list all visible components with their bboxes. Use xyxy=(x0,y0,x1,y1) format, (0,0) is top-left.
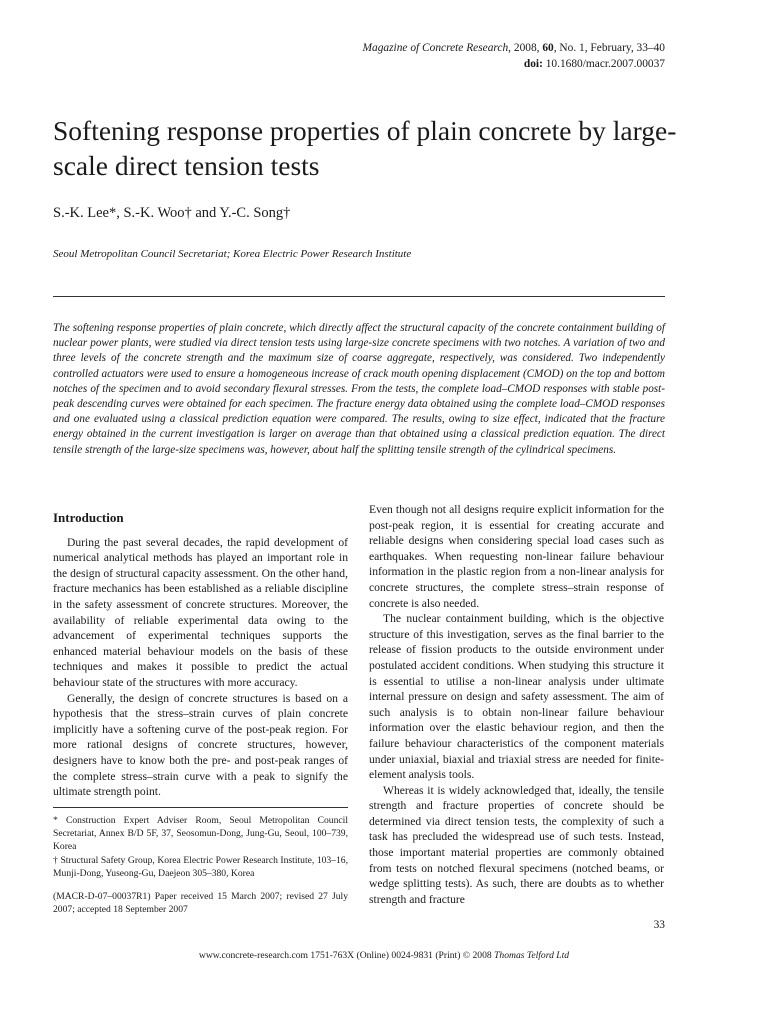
journal-volume: 60 xyxy=(542,42,554,54)
paper-authors: S.-K. Lee*, S.-K. Woo† and Y.-C. Song† xyxy=(53,205,291,221)
doi-label: doi: xyxy=(523,58,543,70)
left-column xyxy=(53,506,348,800)
doi-value[interactable]: 10.1680/macr.2007.00037 xyxy=(542,58,665,70)
abstract: The softening response properties of plain concrete, which directly affect the structural capacity of the concrete containment building of nuclear power plants, were studied via direct tension tests using large-size concrete specimens with two notches. A variation of two and three levels of the concrete strength and the maximum size of coarse aggregate, respectively, was considered. Two independently controlled actuators were used to ensure a homogeneous increase of crack mouth opening displacement (CMOD) on the top and bottom notches of the specimen and to avoid secondary flexural stresses. From the tests, the complete load–CMOD responses with stable post-peak descending curves were obtained for each specimen. The fracture energy data obtained using the complete load–CMOD responses and one evaluated using a classical prediction equation were compared. The results, owing to size effect, indicated that the fracture energy obtained in the current investigation is larger on average than that obtained using a classical prediction equation. The direct tensile strength of the large-size specimens was, however, about half the splitting tensile strength of the cylindrical specimens. xyxy=(53,322,665,456)
body-paragraph: Whereas it is widely acknowledged that, ideally, the tensile strength and fracture properties of concrete should be determined via direct tension tests, the complexity of such a task has precluded the widespread use of such tests. Instead, those important material properties are commonly obtained from tests on notched flexural specimens (notched beams, or wedge splitting tests). As such, there are doubts as to whether strength and fracture xyxy=(369,783,664,906)
journal-year: , 2008, xyxy=(508,42,543,54)
body-paragraph: Generally, the design of concrete structures is based on a hypothesis that the stress–strain curves of plain concrete implicitly have a softening curve of the post-peak region. For more rational designs of concrete structures, however, designers have to know both the pre- and post-peak ranges of the complete stress–strain curve with a peak to signify the ultimate strength point. xyxy=(53,691,348,799)
header-divider xyxy=(53,296,665,297)
right-column xyxy=(369,502,664,907)
footer-text: www.concrete-research.com 1751-763X (Online) 0024-9831 (Print) © 2008 xyxy=(198,950,495,961)
journal-header xyxy=(363,40,665,72)
footer-publisher: Thomas Telford Ltd xyxy=(494,950,570,961)
page-footer xyxy=(0,950,768,961)
paper-affiliation: Seoul Metropolitan Council Secretariat; Korea Electric Power Research Institute xyxy=(53,248,412,260)
body-paragraph: Even though not all designs require explicit information for the post-peak region, it is essential for creating accurate and reliable designs when considering special load cases such as earthquakes. When requesting non-linear failure behaviour information in the plastic region from a non-linear analysis for concrete structures, the complete stress–strain response of concrete is also needed. xyxy=(369,503,664,610)
footnote-affiliation-1: * Construction Expert Adviser Room, Seoul Metropolitan Council Secretariat, Annex B/D 5F, 37, Seosomun-Dong, Jung-Gu, Seoul, 100–739, Korea xyxy=(53,815,348,853)
journal-citation xyxy=(363,40,665,56)
paper-title: Softening response properties of plain concrete by large-scale direct tension tests xyxy=(53,115,677,181)
doi-line xyxy=(363,56,665,72)
body-paragraph: During the past several decades, the rapid development of numerical analytical methods has played an important role in the design of structural capacity assessment. On the other hand, fracture mechanics has been established as a reliable discipline in the safety assessment of concrete structures. Moreover, the availability of reliable experimental data owing to the advancement of experimental techniques supports the enhanced material behaviour models on the basis of these techniques and makes it possible to predict the actual behaviour state of the structures with more accuracy. xyxy=(53,535,348,689)
journal-name: Magazine of Concrete Research xyxy=(362,42,509,54)
footnotes xyxy=(53,814,348,916)
footnote-divider xyxy=(53,807,348,808)
body-paragraph: The nuclear containment building, which is the objective structure of this investigation, serves as the final barrier to the release of fission products to the outside environment under postulated accident conditions. When studying this structure it is essential to utilise a non-linear analysis under ultimate internal pressure on design and safety assessment. The aim of such analysis is to obtain non-linear failure behaviour information over the elastic behaviour region, and then the failure behaviour characteristics of the component materials under uniaxial, biaxial and triaxial stress are needed for finite-element analysis tools. xyxy=(369,612,664,782)
received-note: (MACR-D-07–00037R1) Paper received 15 March 2007; revised 27 July 2007; accepted 18 September 2007 xyxy=(53,891,348,916)
journal-issue-pages: , No. 1, February, 33–40 xyxy=(553,42,665,54)
section-heading-introduction: Introduction xyxy=(53,510,124,525)
page-number: 33 xyxy=(653,919,665,931)
footnote-affiliation-2: † Structural Safety Group, Korea Electric Power Research Institute, 103–16, Munji-Dong, Yuseong-Gu, Daejeon 305–380, Korea xyxy=(53,854,348,879)
